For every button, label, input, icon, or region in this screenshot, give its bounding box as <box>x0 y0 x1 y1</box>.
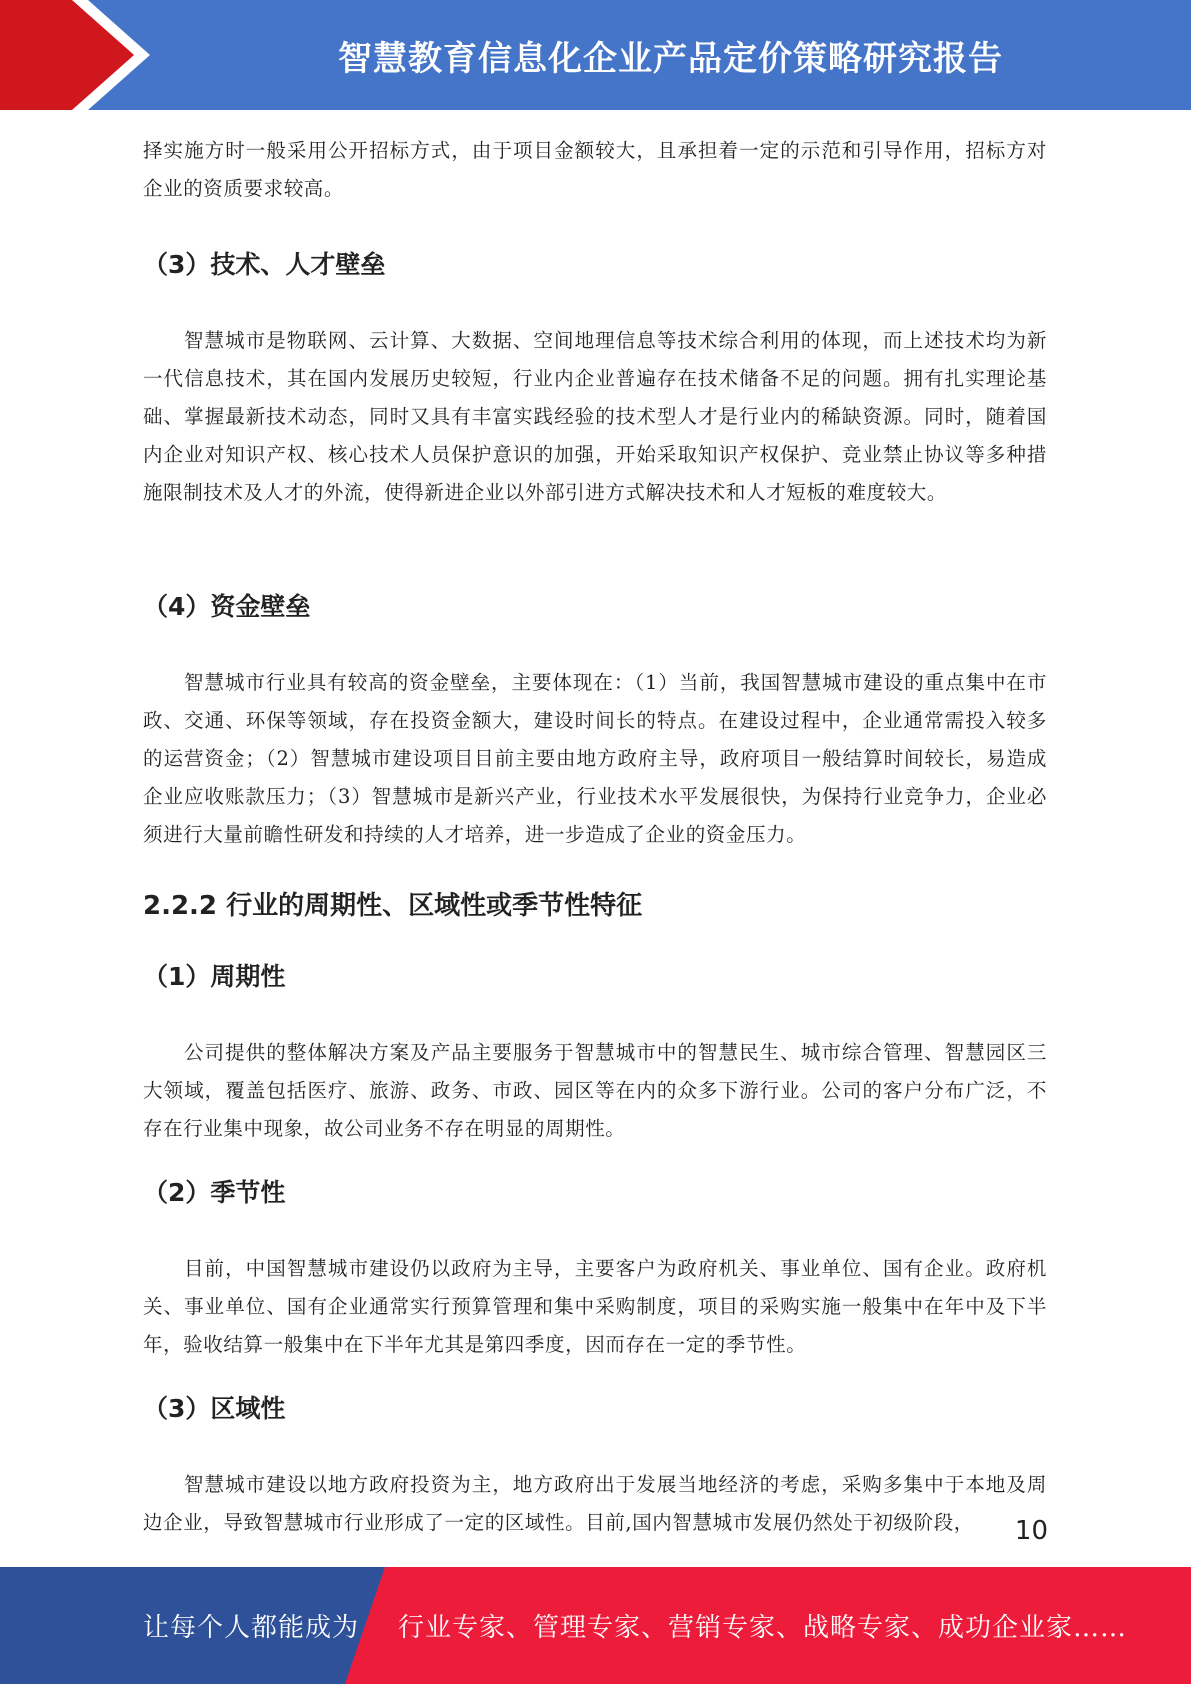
footer-slogan-right: 行业专家、管理专家、营销专家、战略专家、成功企业家…… <box>398 1613 1128 1643</box>
paragraph-cyclicality: 公司提供的整体解决方案及产品主要服务于智慧城市中的智慧民生、城市综合管理、智慧园区三大领域，覆盖包括医疗、旅游、政务、市政、园区等在内的众多下游行业。公司的客户分布广泛，不存在行业集中现象，故公司业务不存在明显的周期性。 <box>143 1041 1047 1140</box>
heading-cyclicality: （1）周期性 <box>143 962 286 991</box>
heading-tech-talent-barrier: （3）技术、人才壁垒 <box>143 250 386 279</box>
heading-regionality: （3）区域性 <box>143 1394 286 1423</box>
document-body <box>143 132 1047 1542</box>
heading-capital-barrier: （4）资金壁垒 <box>143 592 311 621</box>
paragraph-tech-talent-barrier: 智慧城市是物联网、云计算、大数据、空间地理信息等技术综合利用的体现，而上述技术均为新一代信息技术，其在国内发展历史较短，行业内企业普遍存在技术储备不足的问题。拥有扎实理论基础、掌握最新技术动态，同时又具有丰富实践经验的技术型人才是行业内的稀缺资源。同时，随着国内企业对知识产权、核心技术人员保护意识的加强，开始采取知识产权保护、竞业禁止协议等多种措施限制技术及人才的外流，使得新进企业以外部引进方式解决技术和人才短板的难度较大。 <box>143 329 1047 504</box>
page-footer <box>0 1567 1191 1684</box>
heading-seasonality: （2）季节性 <box>143 1178 286 1207</box>
section-heading-2-2-2: 2.2.2 行业的周期性、区域性或季节性特征 <box>143 891 643 921</box>
paragraph-regionality: 智慧城市建设以地方政府投资为主，地方政府出于发展当地经济的考虑，采购多集中于本地及周边企业，导致智慧城市行业形成了一定的区域性。目前,国内智慧城市发展仍然处于初级阶段， <box>143 1473 1047 1534</box>
paragraph-seasonality: 目前，中国智慧城市建设仍以政府为主导，主要客户为政府机关、事业单位、国有企业。政府机关、事业单位、国有企业通常实行预算管理和集中采购制度，项目的采购实施一般集中在年中及下半年，验收结算一般集中在下半年尤其是第四季度，因而存在一定的季节性。 <box>143 1257 1047 1356</box>
paragraph-capital-barrier: 智慧城市行业具有较高的资金壁垒，主要体现在：（1）当前，我国智慧城市建设的重点集中在市政、交通、环保等领域，存在投资金额大，建设时间长的特点。在建设过程中，企业通常需投入较多的运营资金；（2）智慧城市建设项目目前主要由地方政府主导，政府项目一般结算时间较长，易造成企业应收账款压力；（3）智慧城市是新兴产业，行业技术水平发展很快，为保持行业竞争力，企业必须进行大量前瞻性研发和持续的人才培养，进一步造成了企业的资金压力。 <box>143 671 1047 846</box>
paragraph-continuation: 择实施方时一般采用公开招标方式，由于项目金额较大，且承担着一定的示范和引导作用，招标方对企业的资质要求较高。 <box>143 139 1047 200</box>
page-number: 10 <box>1014 1516 1048 1546</box>
page-header <box>0 0 1191 110</box>
report-title: 智慧教育信息化企业产品定价策略研究报告 <box>338 38 1003 79</box>
footer-slogan-left: 让每个人都能成为 <box>143 1613 360 1643</box>
